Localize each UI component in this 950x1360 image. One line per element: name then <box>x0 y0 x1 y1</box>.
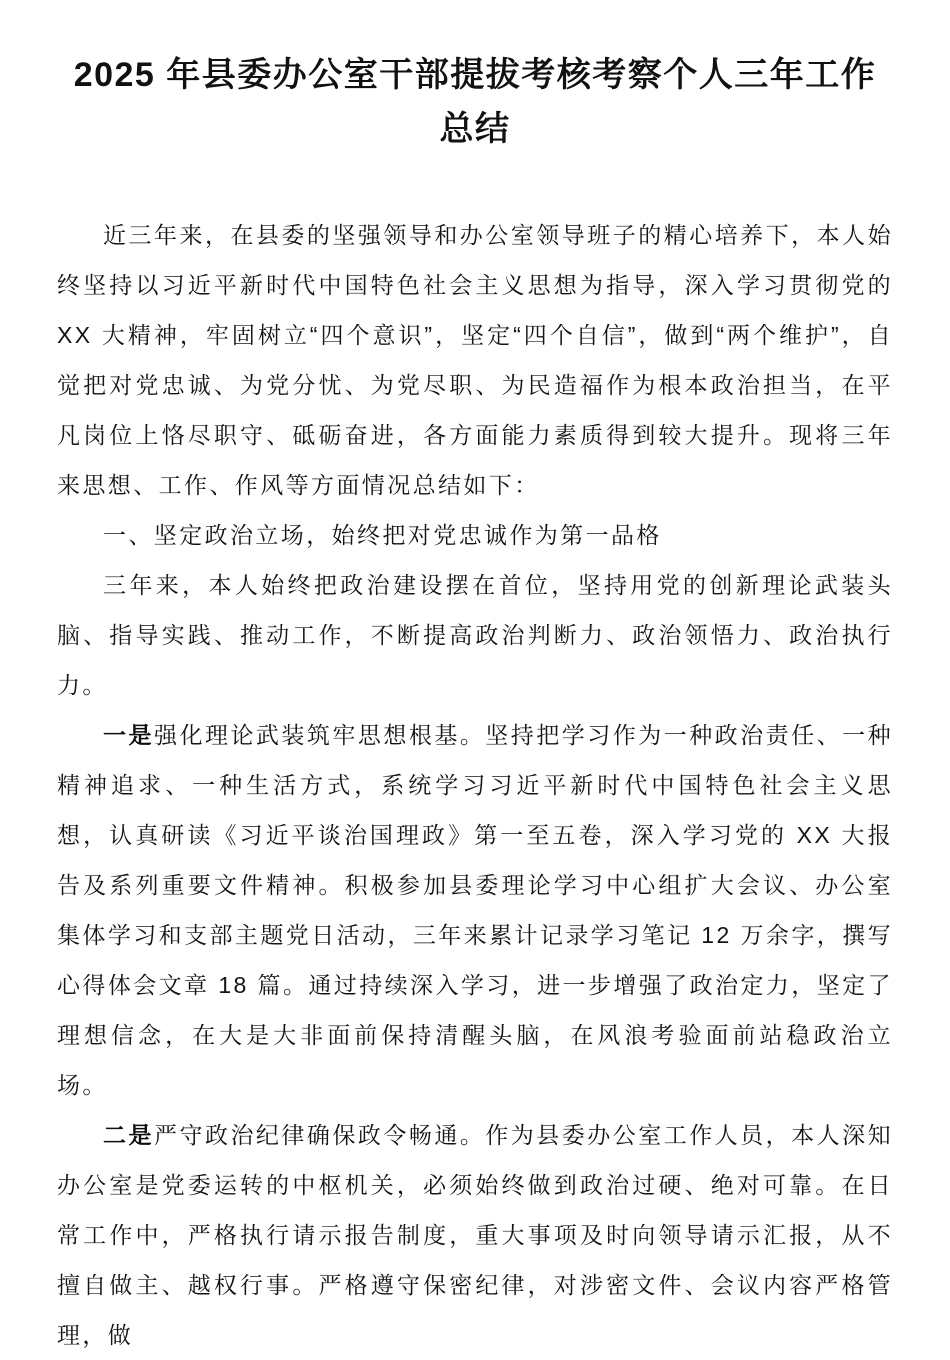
paragraph-lead-label: 二是 <box>103 1122 154 1148</box>
paragraph-section-1-overview <box>57 560 893 710</box>
document-title: 2025 年县委办公室干部提拔考核考察个人三年工作总结 <box>73 56 877 148</box>
section-heading-1 <box>57 510 893 560</box>
section-heading-text: 一、坚定政治立场，始终把对党忠诚作为第一品格 <box>103 522 662 548</box>
paragraph-point-2 <box>57 1110 893 1360</box>
paragraph-text: 严守政治纪律确保政令畅通。作为县委办公室工作人员，本人深知办公室是党委运转的中枢机关，必须始终做到政治过硬、绝对可靠。在日常工作中，严格执行请示报告制度，重大事项及时向领导请示汇报，从不擅自做主、越权行事。严格遵守保密纪律，对涉密文件、会议内容严格管理，做 <box>57 1122 893 1348</box>
paragraph-text: 强化理论武装筑牢思想根基。坚持把学习作为一种政治责任、一种精神追求、一种生活方式，系统学习习近平新时代中国特色社会主义思想，认真研读《习近平谈治国理政》第一至五卷，深入学习党的 XX 大报告及系列重要文件精神。积极参加县委理论学习中心组扩大会议、办公室集体学习和支部主题党日活动，三年来累计记录学习笔记 12 万余字，撰写心得体会文章 18 篇。通过持续深入学习，进一步增强了政治定力，坚定了理想信念，在大是大非面前保持清醒头脑，在风浪考验面前站稳政治立场。 <box>57 722 893 1098</box>
paragraph-lead-label: 一是 <box>103 722 154 748</box>
paragraph-intro <box>57 210 893 510</box>
paragraph-point-1 <box>57 710 893 1110</box>
paragraph-text: 近三年来，在县委的坚强领导和办公室领导班子的精心培养下，本人始终坚持以习近平新时代中国特色社会主义思想为指导，深入学习贯彻党的 XX 大精神，牢固树立“四个意识”，坚定“四个自信”，做到“两个维护”，自觉把对党忠诚、为党分忧、为党尽职、为民造福作为根本政治担当，在平凡岗位上恪尽职守、砥砺奋进，各方面能力素质得到较大提升。现将三年来思想、工作、作风等方面情况总结如下： <box>57 222 893 498</box>
paragraph-text: 三年来，本人始终把政治建设摆在首位，坚持用党的创新理论武装头脑、指导实践、推动工作，不断提高政治判断力、政治领悟力、政治执行力。 <box>57 572 893 698</box>
